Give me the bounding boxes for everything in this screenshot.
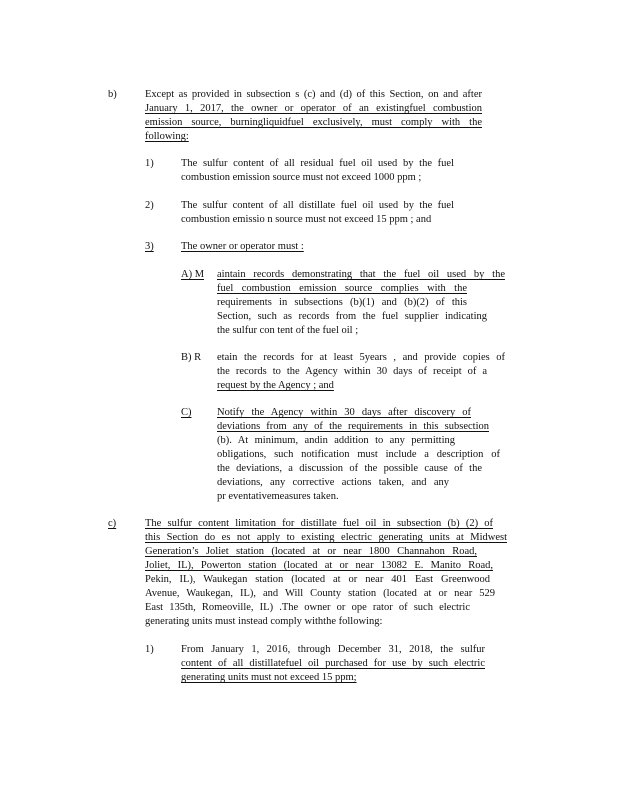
text-line: the records to the Agency within 30 days of receipt of a <box>217 366 487 377</box>
item-b3a-text <box>217 268 505 338</box>
item-b2-label: 2) <box>145 200 154 211</box>
text-line: pr eventativemeasures taken. <box>217 491 339 502</box>
text-line: The sulfur content of all distillate fuel oil used by the fuel <box>181 200 454 211</box>
text-line: generating units must not exceed 15 ppm; <box>181 672 357 683</box>
text-line: Section, such as records from the fuel supplier indicating <box>217 311 487 322</box>
subsection-c-text <box>145 517 507 629</box>
text-line: obligations, such notification must include a description of <box>217 449 500 460</box>
text-line: deviations, any corrective actions taken, and any <box>217 477 449 488</box>
item-b2-text <box>181 199 454 227</box>
item-b1-label: 1) <box>145 158 154 169</box>
text-line: East 135th, Romeoville, IL) .The owner or ope rator of such electric <box>145 602 470 613</box>
text-line: Notify the Agency within 30 days after discovery of <box>217 407 471 418</box>
item-b3c-label: C) <box>181 407 192 418</box>
text-line: From January 1, 2016, through December 31, 2018, the sulfur <box>181 644 485 655</box>
text-line: fuel combustion emission source complies with the <box>217 283 467 294</box>
text-line: January 1, 2017, the owner or operator of an existingfuel combustion <box>145 103 482 114</box>
text-line: Pekin, IL), Waukegan station (located at or near 401 East Greenwood <box>145 574 490 585</box>
text-line: this Section do es not apply to existing electric generating units at Midwest <box>145 532 507 543</box>
text-line: Except as provided in subsection s (c) and (d) of this Section, on and after <box>145 89 482 100</box>
item-b3c-text <box>217 406 500 504</box>
text-line: the deviations, a discussion of the possible cause of the <box>217 463 482 474</box>
text-line: combustion emission source must not exceed 1000 ppm ; <box>181 172 422 183</box>
text-line: request by the Agency ; and <box>217 380 334 391</box>
text-line: The sulfur content of all residual fuel oil used by the fuel <box>181 158 454 169</box>
item-b3-label: 3) <box>145 241 154 252</box>
text-line: The sulfur content limitation for distillate fuel oil in subsection (b) (2) of <box>145 518 493 529</box>
text-line: generating units must instead comply withthe following: <box>145 616 383 627</box>
text-line: Joliet, IL), Powerton station (located at or near 13082 E. Manito Road, <box>145 560 493 571</box>
item-c1-text <box>181 643 485 685</box>
item-b3a-label: A) M <box>181 269 205 280</box>
text-line: aintain records demonstrating that the fuel oil used by the <box>217 269 505 280</box>
item-c1-label: 1) <box>145 644 154 655</box>
item-b3b-label: B) R <box>181 352 202 363</box>
item-b3b-text <box>217 351 505 393</box>
text-line: Avenue, Waukegan, IL), and Will County station (located at or near 529 <box>145 588 495 599</box>
text-line: deviations from any of the requirements in this subsection <box>217 421 489 432</box>
text-line: The owner or operator must : <box>181 241 304 252</box>
text-line: content of all distillatefuel oil purchased for use by such electric <box>181 658 485 669</box>
item-b3-text <box>181 240 321 254</box>
text-line: Generation’s Joliet station (located at or near 1800 Channahon Road, <box>145 546 477 557</box>
text-line: following: <box>145 131 189 142</box>
subsection-b-text <box>145 88 482 144</box>
text-line: combustion emissio n source must not exceed 15 ppm ; and <box>181 214 432 225</box>
text-line: the sulfur con tent of the fuel oil ; <box>217 325 359 336</box>
text-line: emission source, burningliquidfuel exclusively, must comply with the <box>145 117 482 128</box>
item-b1-text <box>181 157 454 185</box>
subsection-c-label: c) <box>108 518 117 529</box>
text-line: requirements in subsections (b)(1) and (b)(2) of this <box>217 297 467 308</box>
text-line: (b). At minimum, andin addition to any permitting <box>217 435 455 446</box>
subsection-b-label: b) <box>108 89 117 100</box>
text-line: etain the records for at least 5years , and provide copies of <box>217 352 505 363</box>
